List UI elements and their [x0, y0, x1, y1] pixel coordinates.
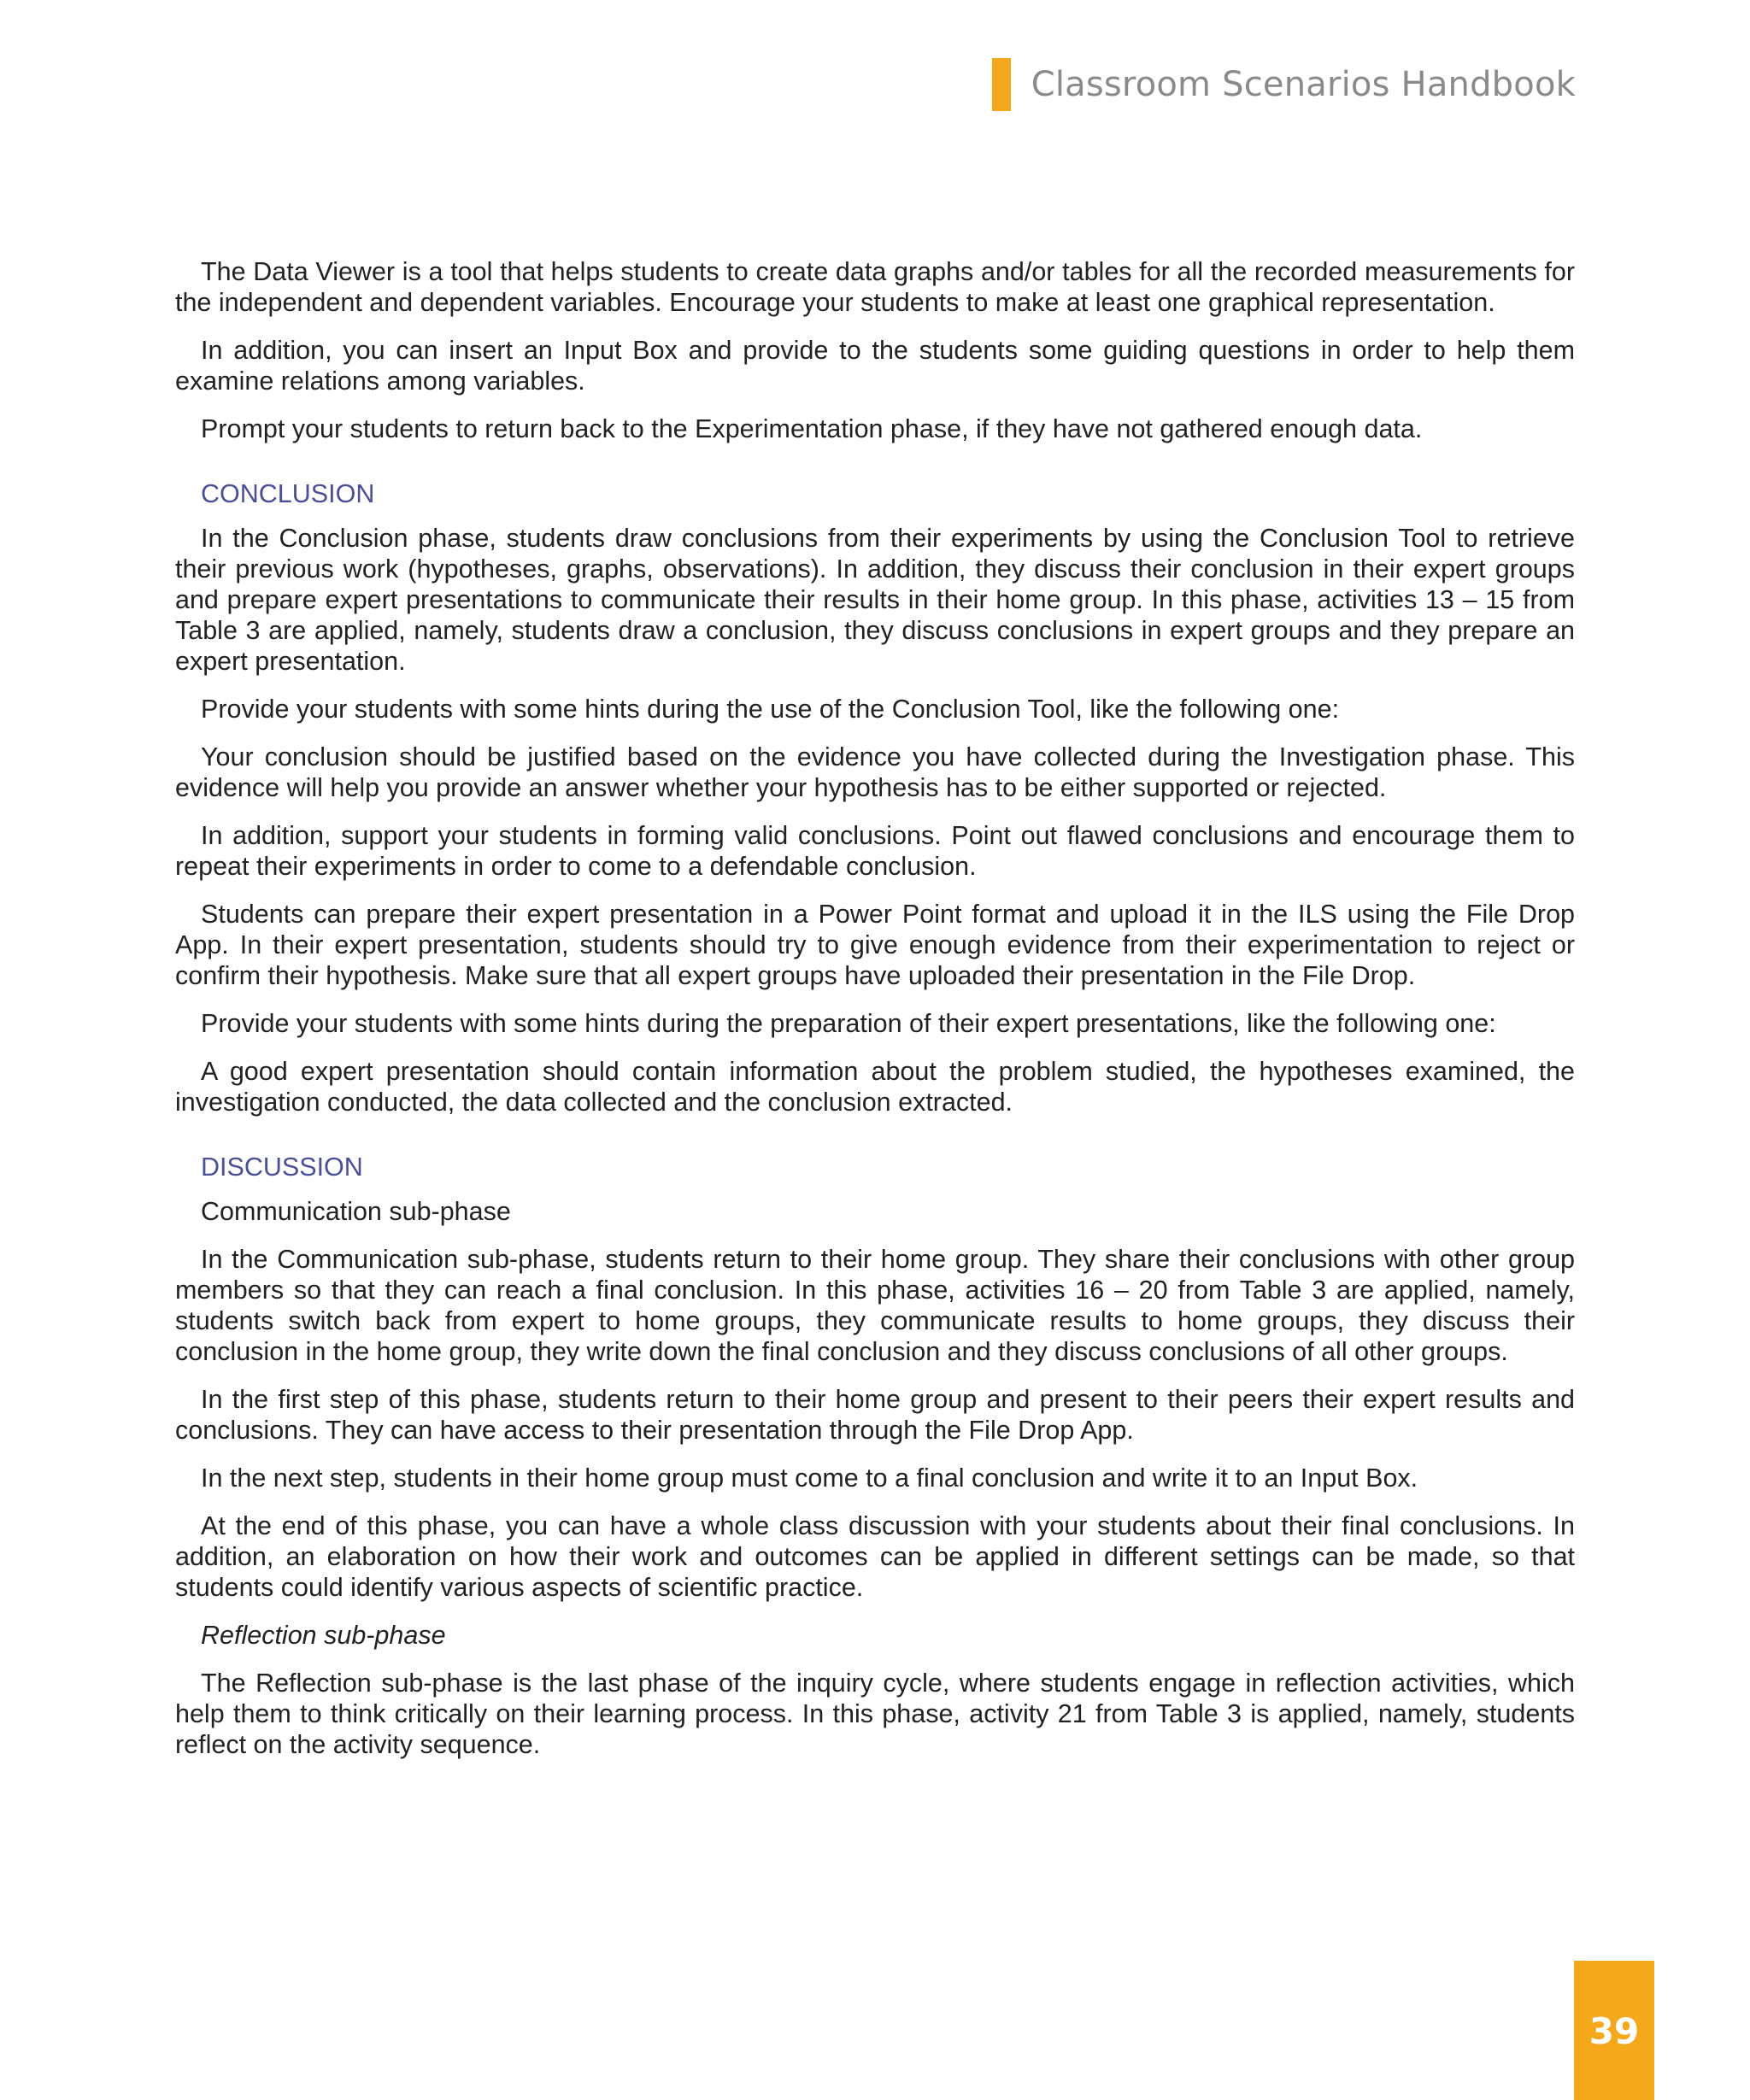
paragraph: Provide your students with some hints during the use of the Conclusion Tool, like the following one: — [201, 695, 1340, 724]
paragraph: A good expert presentation should contain information about the problem studied, the hypotheses examined, the investigation conducted, the data collected and the conclusion extracted. — [175, 1057, 1575, 1117]
paragraph: In the Conclusion phase, students draw conclusions from their experiments by using the Conclusion Tool to retrieve their previous work (hypotheses, graphs, observations). In addition, they discuss their conclusion in their expert groups and prepare expert presentations to communicate their results in their home group. In this phase, activities 13 – 15 from Table 3 are applied, namely, students draw a conclusion, they discuss conclusions in expert groups and they prepare an expert presentation. — [175, 524, 1575, 676]
subheading-communication: Communication sub-phase — [201, 1197, 511, 1226]
paragraph: In addition, you can insert an Input Box and provide to the students some guiding questions in order to help them examine relations among variables. — [175, 336, 1575, 396]
section-heading-discussion: DISCUSSION — [201, 1153, 363, 1182]
paragraph: In the first step of this phase, students return to their home group and present to their peers their expert results and conclusions. They can have access to their presentation through the File Drop App. — [175, 1385, 1575, 1445]
paragraph: Your conclusion should be justified based on the evidence you have collected during the Investigation phase. This evidence will help you provide an answer whether your hypothesis has to be either supported or rejected. — [175, 742, 1575, 802]
section-heading-conclusion: CONCLUSION — [201, 479, 375, 508]
page-number: 39 — [1574, 1961, 1654, 2100]
paragraph: In the next step, students in their home group must come to a final conclusion and write it to an Input Box. — [201, 1464, 1418, 1493]
header-accent-bar — [992, 58, 1011, 111]
paragraph: Prompt your students to return back to the Experimentation phase, if they have not gathered enough data. — [201, 414, 1423, 443]
paragraph: Students can prepare their expert presentation in a Power Point format and upload it in the ILS using the File Drop App. In their expert presentation, students should try to give enough evidence from their experimentation to reject or confirm their hypothesis. Make sure that all expert groups have uploaded their presentation in the File Drop. — [175, 900, 1575, 990]
running-header — [992, 58, 1576, 111]
paragraph: The Reflection sub-phase is the last phase of the inquiry cycle, where students engage in reflection activities, which help them to think critically on their learning process. In this phase, activity 21 from Table 3 is applied, namely, students reflect on the activity sequence. — [175, 1669, 1575, 1759]
paragraph: In addition, support your students in forming valid conclusions. Point out flawed conclusions and encourage them to repeat their experiments in order to come to a defendable conclusion. — [175, 821, 1575, 881]
header-title: Classroom Scenarios Handbook — [1031, 65, 1576, 104]
subheading-reflection: Reflection sub-phase — [201, 1621, 446, 1650]
paragraph: At the end of this phase, you can have a whole class discussion with your students about their final conclusions. In addition, an elaboration on how their work and outcomes can be applied in different settings can be made, so that students could identify various aspects of scientific practice. — [175, 1511, 1575, 1602]
paragraph: The Data Viewer is a tool that helps students to create data graphs and/or tables for all the recorded measurements for the independent and dependent variables. Encourage your students to make at least one graphical representation. — [175, 257, 1575, 317]
page-content — [175, 256, 1575, 1777]
paragraph: In the Communication sub-phase, students return to their home group. They share their conclusions with other group members so that they can reach a final conclusion. In this phase, activities 16 – 20 from Table 3 are applied, namely, students switch back from expert to home groups, they communicate results to home groups, they discuss their conclusion in the home group, they write down the final conclusion and they discuss conclusions of all other groups. — [175, 1245, 1575, 1366]
paragraph: Provide your students with some hints during the preparation of their expert presentations, like the following one: — [201, 1009, 1496, 1038]
